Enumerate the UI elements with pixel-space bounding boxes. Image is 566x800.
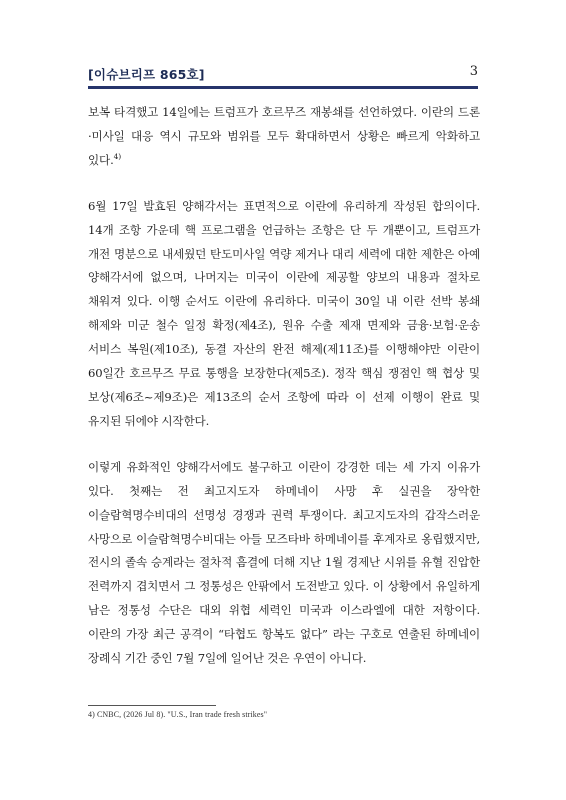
footnote-reference[interactable]: 4) [113, 151, 122, 161]
paragraph-2-text: 6월 17일 발효된 양해각서는 표면적으로 이란에 유리하게 작성된 합의이다. 14개 조항 가운데 핵 프로그램을 언급하는 조항은 단 두 개뿐이고, 트럼프가 개전 명분으로 내세웠던 탄도미사일 역량 제거나 대리 세력에 대한 제한은 아예 양해각서에 없으며, 나머지는 미국이 이란에 제공할 양보의 내용과 절차로 채워져 있다. 이행 순서도 이란에 유리하다. 미국이 30일 내 이란 선박 봉쇄 해제와 미군 철수 일정 확정(제4조), 원유 수출 제재 면제와 금융·보험·운송 서비스 복원(제10조), 동결 자산의 완전 해제(제11조)를 이행해야만 이란이 60일간 호르무즈 무료 통행을 보장한다(제5조). 정작 핵심 쟁점인 핵 협상 및 보상(제6조~제9조)은 제13조의 순서 조항에 따라 이 선제 이행이 완료 및 유지된 뒤에야 시작한다. [88, 198, 480, 428]
footnote: 4) CNBC, (2026 Jul 8). "U.S., Iran trade fresh strikes" [88, 710, 268, 719]
header-rule [88, 86, 478, 89]
paragraph-3-text: 이렇게 유화적인 양해각서에도 불구하고 이란이 강경한 데는 세 가지 이유가 있다. 첫째는 전 최고지도자 하메네이 사망 후 실권을 장악한 이슬람혁명수비대의 선명성 경쟁과 권력 투쟁이다. 최고지도자의 갑작스러운 사망으로 이슬람혁명수비대는 아들 모즈타바 하메네이를 후계자로 옹립했지만, 전시의 졸속 승계라는 절차적 흠결에 더해 지난 1월 경제난 시위를 유혈 진압한 전력까지 겹치면서 그 정통성은 안팎에서 도전받고 있다. 이 상황에서 유일하게 남은 정통성 수단은 대외 위협 세력인 미국과 이스라엘에 대한 저항이다. 이란의 가장 최근 공격이 “타협도 항복도 없다” 라는 구호로 연출된 하메네이 장례식 기간 중인 7월 7일에 일어난 것은 우연이 아니다. [88, 459, 480, 666]
body-text [88, 101, 480, 671]
page-header [88, 62, 478, 84]
paragraph-3 [88, 456, 480, 671]
series-title: [이슈브리프 865호] [88, 67, 205, 82]
paragraph-1 [88, 101, 480, 173]
paragraph-2 [88, 195, 480, 434]
paragraph-1-text: 보복 타격했고 14일에는 트럼프가 호르무즈 재봉쇄를 선언하였다. 이란의 드론·미사일 대응 역시 규모와 범위를 모두 확대하면서 상황은 빠르게 악화하고 있다. [88, 105, 480, 167]
page-number: 3 [469, 64, 478, 79]
footnote-rule [88, 705, 216, 706]
